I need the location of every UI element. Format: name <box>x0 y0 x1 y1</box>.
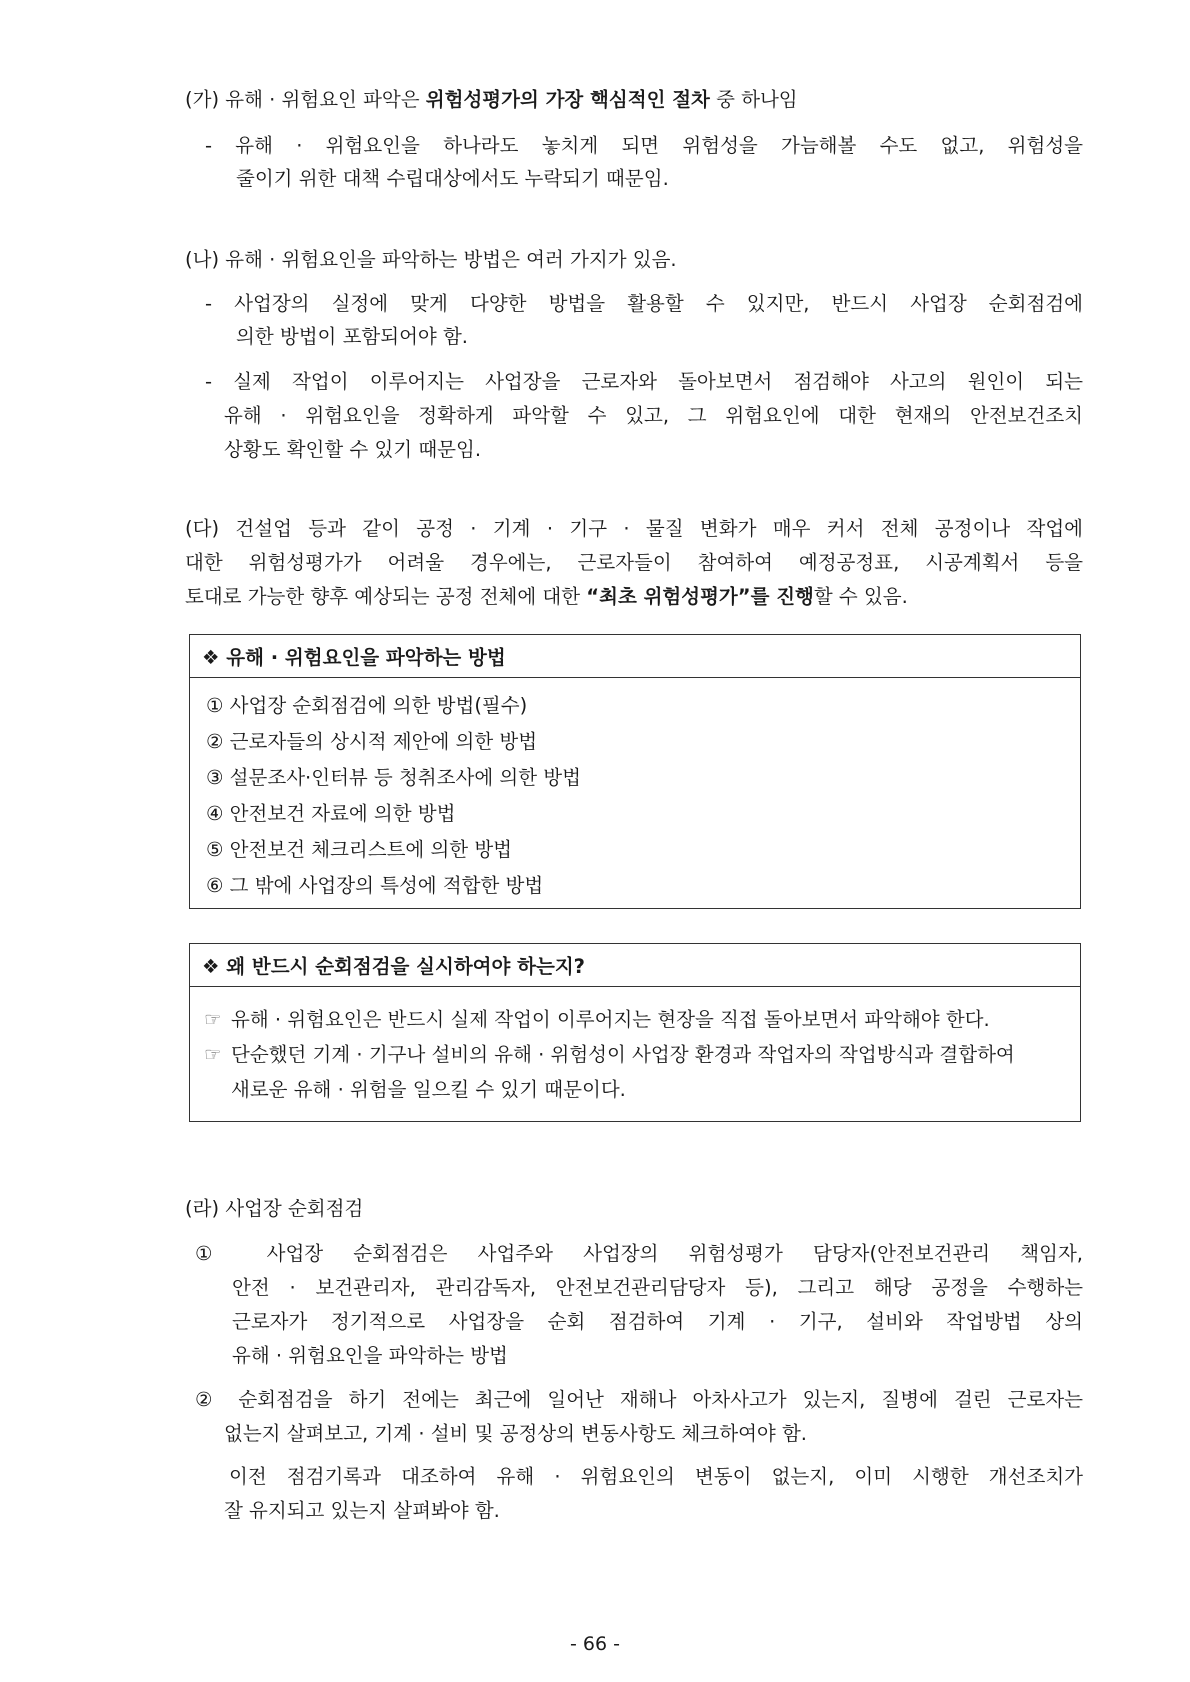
methods-box-title: ❖ 유해 · 위험요인을 파악하는 방법 <box>202 646 506 669</box>
section-da-emphasis: “최초 위험성평가”를 진행 <box>586 585 814 608</box>
section-ga-bullet-line1: - 유해 · 위험요인을 하나라도 놓치게 되면 위험성을 가늠해볼 수도 없고, 위험성을 <box>205 134 1083 157</box>
why-box-title: ❖ 왜 반드시 순회점검을 실시하여야 하는지? <box>202 955 585 978</box>
section-ra-item2-line3: 이전 점검기록과 대조하여 유해 · 위험요인의 변동이 없는지, 이미 시행한 개선조치가 <box>229 1465 1083 1488</box>
section-ra-item2-line2: 없는지 살펴보고, 기계 · 설비 및 공정상의 변동사항도 체크하여야 함. <box>224 1422 807 1445</box>
section-na-bullet2-line2: 유해 · 위험요인을 정확하게 파악할 수 있고, 그 위험요인에 대한 현재의 안전보건조치 <box>224 404 1083 427</box>
section-ga-title <box>185 90 798 110</box>
section-ra-title: (라) 사업장 순회점검 <box>185 1197 364 1220</box>
section-ra-item1-line2: 안전 · 보건관리자, 관리감독자, 안전보건관리담당자 등), 그리고 해당 공정을 수행하는 <box>232 1276 1083 1299</box>
section-ra-item1-line4: 유해 · 위험요인을 파악하는 방법 <box>232 1344 508 1367</box>
section-da-line3 <box>185 587 908 607</box>
section-na-bullet1-line1: - 사업장의 실정에 맞게 다양한 방법을 활용할 수 있지만, 반드시 사업장 순회점검에 <box>205 292 1083 315</box>
why-item-2 <box>204 1045 1015 1065</box>
section-ra-item1-line3: 근로자가 정기적으로 사업장을 순회 점검하여 기계 · 기구, 설비와 작업방법 상의 <box>232 1310 1083 1333</box>
pointing-hand-icon: ☞ <box>204 1043 222 1066</box>
section-ga-suffix: 중 하나임 <box>709 88 798 111</box>
section-da-line3-prefix: 토대로 가능한 향후 예상되는 공정 전체에 대한 <box>185 585 587 608</box>
section-na-bullet1-line2: 의한 방법이 포함되어야 함. <box>236 325 469 348</box>
section-ra-item2-line1: ② 순회점검을 하기 전에는 최근에 일어난 재해나 아차사고가 있는지, 질병에 걸린 근로자는 <box>195 1388 1083 1411</box>
section-da-line3-suffix: 할 수 있음. <box>813 585 908 608</box>
methods-item-2: ② 근로자들의 상시적 제안에 의한 방법 <box>206 730 538 753</box>
section-ga-prefix: (가) 유해 · 위험요인 파악은 <box>185 88 426 111</box>
why-item-2-text: 단순했던 기계 · 기구나 설비의 유해 · 위험성이 사업장 환경과 작업자의 작업방식과 결합하여 <box>231 1043 1015 1066</box>
why-box-header <box>190 944 1080 987</box>
why-item-2-line2: 새로운 유해 · 위험을 일으킬 수 있기 때문이다. <box>231 1078 626 1101</box>
methods-item-5: ⑤ 안전보건 체크리스트에 의한 방법 <box>206 838 512 861</box>
section-ra-item1-line1: ① 사업장 순회점검은 사업주와 사업장의 위험성평가 담당자(안전보건관리 책임자, <box>195 1242 1083 1265</box>
page-number: - 66 - <box>570 1633 620 1655</box>
section-da-line2: 대한 위험성평가가 어려울 경우에는, 근로자들이 참여하여 예정공정표, 시공계획서 등을 <box>185 551 1083 574</box>
methods-box-header <box>190 635 1080 678</box>
why-item-1 <box>204 1010 990 1030</box>
methods-item-4: ④ 안전보건 자료에 의한 방법 <box>206 802 456 825</box>
section-ga-bullet-line2: 줄이기 위한 대책 수립대상에서도 누락되기 때문임. <box>236 167 669 190</box>
pointing-hand-icon: ☞ <box>204 1008 222 1031</box>
why-item-1-text: 유해 · 위험요인은 반드시 실제 작업이 이루어지는 현장을 직접 돌아보면서 파악해야 한다. <box>231 1008 990 1031</box>
why-box <box>189 943 1081 1122</box>
methods-item-6: ⑥ 그 밖에 사업장의 특성에 적합한 방법 <box>206 874 544 897</box>
section-na-bullet2-line1: - 실제 작업이 이루어지는 사업장을 근로자와 돌아보면서 점검해야 사고의 원인이 되는 <box>205 370 1083 393</box>
section-ga-emphasis: 위험성평가의 가장 핵심적인 절차 <box>425 88 710 111</box>
section-na-title: (나) 유해 · 위험요인을 파악하는 방법은 여러 가지가 있음. <box>185 248 677 271</box>
section-na-bullet2-line3: 상황도 확인할 수 있기 때문임. <box>224 438 482 461</box>
section-ra-item2-line4: 잘 유지되고 있는지 살펴봐야 함. <box>224 1499 500 1522</box>
methods-item-3: ③ 설문조사·인터뷰 등 청취조사에 의한 방법 <box>206 766 581 789</box>
section-da-line1: (다) 건설업 등과 같이 공정 · 기계 · 기구 · 물질 변화가 매우 커서 전체 공정이나 작업에 <box>185 517 1083 540</box>
methods-item-1: ① 사업장 순회점검에 의한 방법(필수) <box>206 694 528 717</box>
methods-box <box>189 634 1081 909</box>
